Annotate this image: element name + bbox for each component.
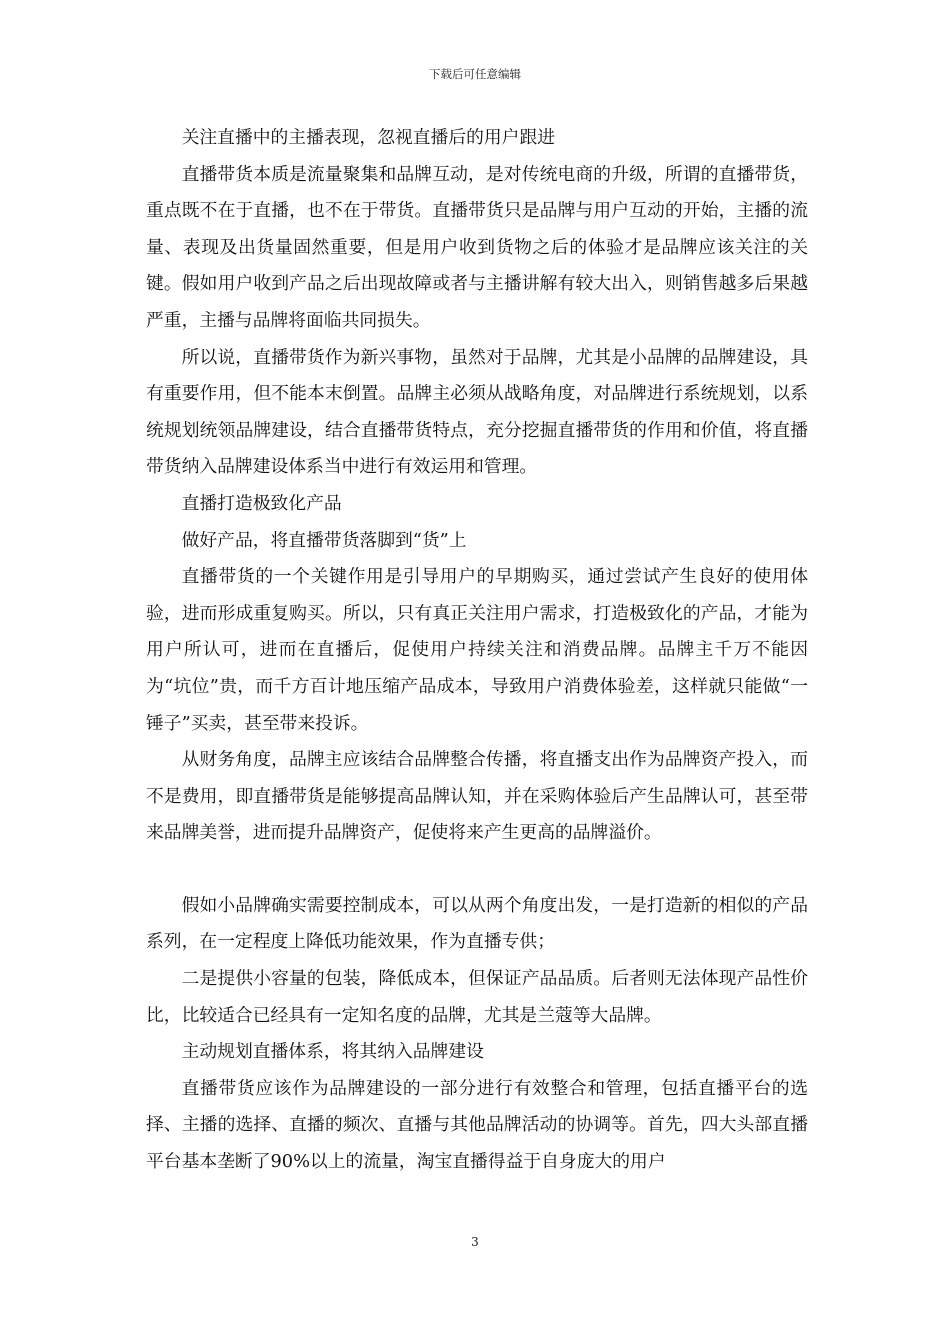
page-number: 3 bbox=[471, 1235, 479, 1249]
paragraph: 二是提供小容量的包装，降低成本，但保证产品品质。后者则无法体现产品性价比，比较适合已经具有一定知名度的品牌，尤其是兰蔻等大品牌。 bbox=[146, 968, 808, 1026]
subheading: 关注直播中的主播表现，忽视直播后的用户跟进 bbox=[181, 127, 556, 148]
document-body bbox=[146, 120, 808, 1181]
page-header: 下载后可任意编辑 bbox=[429, 67, 521, 81]
paragraph: 所以说，直播带货作为新兴事物，虽然对于品牌，尤其是小品牌的品牌建设，具有重要作用，但不能本末倒置。品牌主必须从战略角度，对品牌进行系统规划，以系统规划统领品牌建设，结合直播带货特点，充分挖掘直播带货的作用和价值，将直播带货纳入品牌建设体系当中进行有效运用和管理。 bbox=[146, 346, 808, 478]
paragraph: 直播带货本质是流量聚集和品牌互动，是对传统电商的升级，所谓的直播带货，重点既不在于直播，也不在于带货。直播带货只是品牌与用户互动的开始，主播的流量、表现及出货量固然重要，但是用户收到货物之后的体验才是品牌应该关注的关键。假如用户收到产品之后出现故障或者与主播讲解有较大出入，则销售越多后果越严重，主播与品牌将面临共同损失。 bbox=[146, 163, 808, 331]
paragraph: 直播带货的一个关键作用是引导用户的早期购买，通过尝试产生良好的使用体验，进而形成重复购买。所以，只有真正关注用户需求，打造极致化的产品，才能为用户所认可，进而在直播后，促使用户持续关注和消费品牌。品牌主千万不能因为“坑位”贵，而千方百计地压缩产品成本，导致用户消费体验差，这样就只能做“一锤子”买卖，甚至带来投诉。 bbox=[146, 566, 808, 734]
paragraph: 直播带货应该作为品牌建设的一部分进行有效整合和管理，包括直播平台的选择、主播的选择、直播的频次、直播与其他品牌活动的协调等。首先，四大头部直播平台基本垄断了90%以上的流量，淘宝直播得益于自身庞大的用户 bbox=[146, 1077, 808, 1173]
subheading: 主动规划直播体系，将其纳入品牌建设 bbox=[181, 1041, 484, 1063]
paragraph: 从财务角度，品牌主应该结合品牌整合传播，将直播支出作为品牌资产投入，而不是费用，即直播带货是能够提高品牌认知，并在采购体验后产生品牌认可，甚至带来品牌美誉，进而提升品牌资产，促使将来产生更高的品牌溢价。 bbox=[146, 749, 808, 844]
subheading: 直播打造极致化产品 bbox=[181, 492, 342, 514]
paragraph: 假如小品牌确实需要控制成本，可以从两个角度出发，一是打造新的相似的产品系列，在一定程度上降低功能效果，作为直播专供； bbox=[146, 894, 808, 953]
subheading: 做好产品，将直播带货落脚到“货”上 bbox=[181, 529, 467, 551]
